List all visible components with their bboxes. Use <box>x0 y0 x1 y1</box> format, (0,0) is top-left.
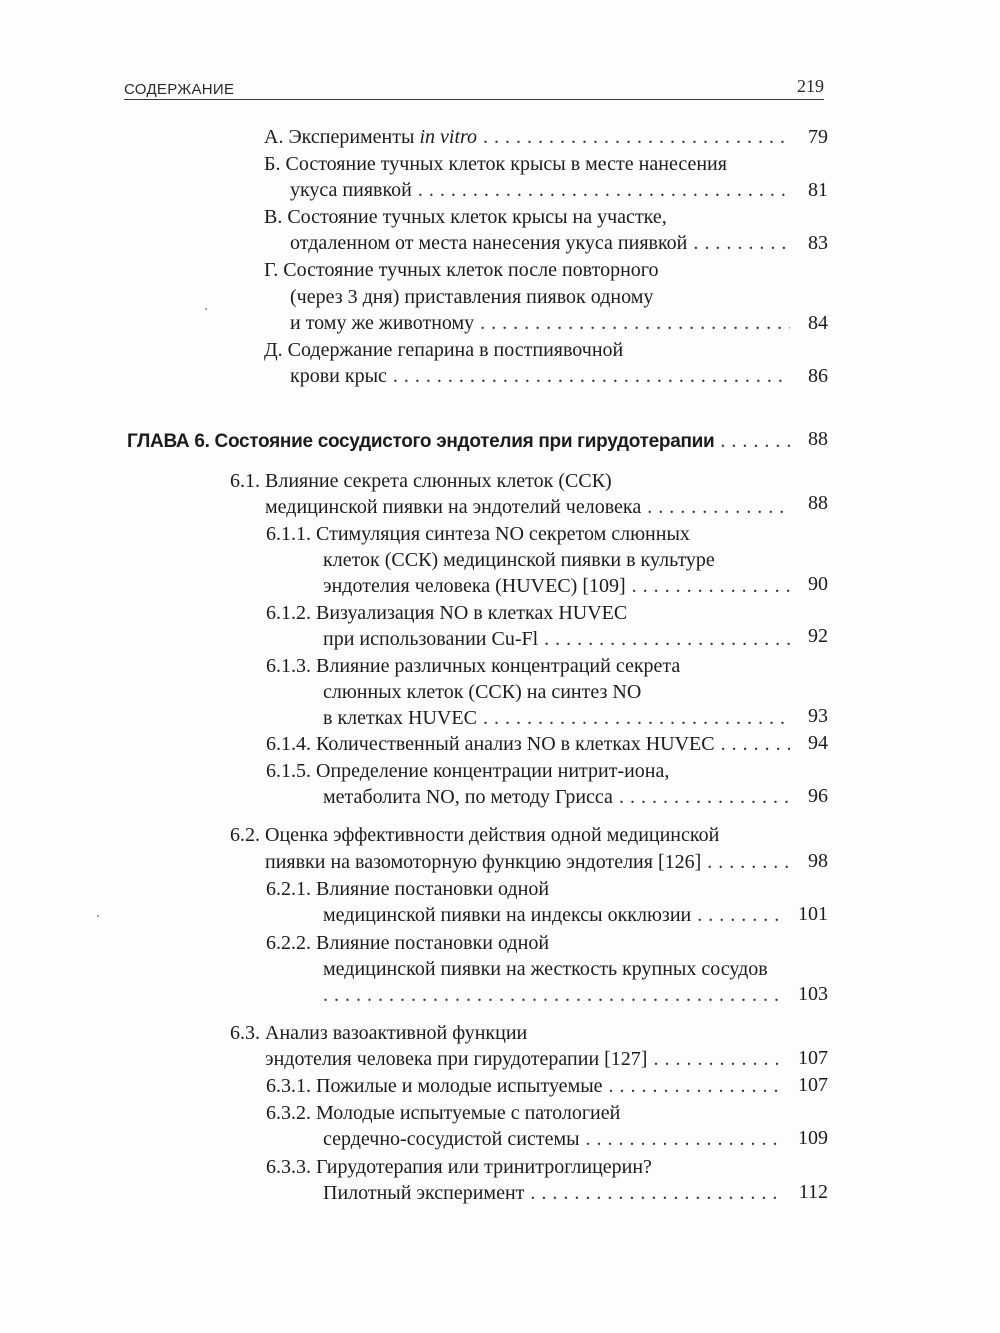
page-number: 219 <box>797 76 824 96</box>
toc-section-6-2-2-line2[interactable]: медицинской пиявки на жесткость крупных сосудов <box>323 958 768 980</box>
toc-section-6-2-1-line1[interactable]: 6.2.1. Влияние постановки одной <box>266 878 550 900</box>
leader-dots <box>544 626 790 652</box>
leader-dots <box>619 784 790 810</box>
toc-entry-v-line2[interactable]: отдаленном от места нанесения укуса пиявкой . . . <box>290 230 794 256</box>
toc-section-6-3-line1[interactable]: 6.3. Анализ вазоактивной функции <box>230 1022 528 1044</box>
toc-entry-a-text: А. Эксперименты <box>264 126 420 148</box>
toc-section-6-2-1-line2[interactable]: медицинской пиявки на индексы окклюзии . . . <box>323 902 788 928</box>
leader-dots <box>323 982 784 1008</box>
leader-dots <box>480 310 790 336</box>
toc-section-6-2-page: 98 <box>808 850 828 872</box>
toc-section-6-1-1-page: 90 <box>808 573 828 595</box>
toc-entry-g-line3[interactable]: и тому же животному . . . <box>290 310 794 336</box>
toc-section-6-1-2-page: 92 <box>808 625 828 647</box>
toc-entry-g-page: 84 <box>808 312 828 334</box>
toc-section-6-1-2-line2[interactable]: при использовании Cu-Fl . . . <box>323 626 794 652</box>
toc-entry-g-line2[interactable]: (через 3 дня) приставления пиявок одному <box>290 286 654 308</box>
toc-section-6-3-1[interactable]: 6.3.1. Пожилые и молодые испытуемые . . . <box>266 1073 788 1099</box>
toc-chapter-6[interactable]: ГЛАВА 6. Состояние сосудистого эндотелия при гирудотерапии . . . <box>127 428 794 454</box>
toc-entry-d-page: 86 <box>808 365 828 387</box>
leader-dots <box>609 1073 784 1099</box>
leader-dots <box>721 731 790 757</box>
toc-section-6-1-line2[interactable]: медицинской пиявки на эндотелий человека . . . <box>265 494 794 520</box>
toc-section-6-3-3-page: 112 <box>798 1181 828 1203</box>
toc-section-6-2-2-line3[interactable] <box>323 982 788 1008</box>
toc-entry-a-italic: in vitro <box>419 126 478 148</box>
leader-dots <box>530 1180 784 1206</box>
toc-section-6-2-2-line1[interactable]: 6.2.2. Влияние постановки одной <box>266 932 550 954</box>
toc-section-6-3-3-line2[interactable]: Пилотный эксперимент . . . <box>323 1180 788 1206</box>
toc-section-6-1-line1[interactable]: 6.1. Влияние секрета слюнных клеток (ССК) <box>230 470 612 492</box>
toc-section-6-1-4-page: 94 <box>808 732 828 754</box>
leader-dots <box>586 1126 784 1152</box>
toc-section-6-1-1-line2[interactable]: клеток (ССК) медицинской пиявки в культуре <box>323 549 715 571</box>
toc-section-6-3-2-page: 109 <box>798 1127 828 1149</box>
leader-dots <box>720 428 790 454</box>
leader-dots <box>653 1046 784 1072</box>
toc-section-6-3-line2[interactable]: эндотелия человека при гирудотерапии [127] . . . <box>265 1046 788 1072</box>
toc-section-6-2-line2[interactable]: пиявки на вазомоторную функцию эндотелия [126] . . . <box>265 849 794 875</box>
leader-dots <box>647 494 790 520</box>
toc-section-6-3-3-line1[interactable]: 6.3.3. Гирудотерапия или тринитроглицерин? <box>266 1156 652 1178</box>
toc-section-6-1-5-page: 96 <box>808 785 828 807</box>
toc-section-6-1-1-line3[interactable]: эндотелия человека (HUVEC) [109] . . . <box>323 573 794 599</box>
toc-entry-v-page: 83 <box>808 232 828 254</box>
leader-dots <box>707 849 790 875</box>
toc-chapter-6-page: 88 <box>808 428 828 450</box>
toc-entry-d-line1[interactable]: Д. Содержание гепарина в постпиявочной <box>264 339 624 361</box>
leader-dots <box>693 230 790 256</box>
leader-dots <box>483 705 790 731</box>
running-header <box>124 75 824 100</box>
toc-section-6-2-2-page: 103 <box>798 983 828 1005</box>
leader-dots <box>418 177 790 203</box>
toc-section-6-3-page: 107 <box>798 1047 828 1069</box>
toc-entry-v-line1[interactable]: В. Состояние тучных клеток крысы на участке, <box>264 206 667 228</box>
toc-section-6-1-2-line1[interactable]: 6.1.2. Визуализация NO в клетках HUVEC <box>266 602 628 624</box>
toc-entry-d-line2[interactable]: крови крыс . . . <box>290 363 794 389</box>
toc-section-6-1-3-line1[interactable]: 6.1.3. Влияние различных концентраций секрета <box>266 655 681 677</box>
toc-entry-a-page: 79 <box>808 126 828 148</box>
running-header-title: СОДЕРЖАНИЕ <box>124 81 235 98</box>
toc-entry-a[interactable] <box>264 124 794 150</box>
toc-section-6-1-1-line1[interactable]: 6.1.1. Стимуляция синтеза NO секретом слюнных <box>266 523 690 545</box>
toc-section-6-3-2-line1[interactable]: 6.3.2. Молодые испытуемые с патологией <box>266 1102 621 1124</box>
toc-section-6-3-2-line2[interactable]: сердечно-сосудистой системы . . . <box>323 1126 788 1152</box>
toc-section-6-1-4[interactable]: 6.1.4. Количественный анализ NO в клетках HUVEC . . . <box>266 731 794 757</box>
toc-section-6-1-5-line1[interactable]: 6.1.5. Определение концентрации нитрит-иона, <box>266 760 670 782</box>
leader-dots <box>393 363 790 389</box>
toc-section-6-1-5-line2[interactable]: метаболита NO, по методу Грисса . . . <box>323 784 794 810</box>
toc-section-6-1-3-page: 93 <box>808 705 828 727</box>
toc-entry-b-line2[interactable]: укуса пиявкой . . . <box>290 177 794 203</box>
toc-entry-g-line1[interactable]: Г. Состояние тучных клеток после повторного <box>264 259 659 281</box>
toc-entry-b-line1[interactable]: Б. Состояние тучных клеток крысы в месте нанесения <box>264 153 727 175</box>
leader-dots <box>697 902 784 928</box>
leader-dots <box>483 124 790 150</box>
leader-dots <box>632 573 790 599</box>
toc-entry-b-page: 81 <box>808 179 828 201</box>
print-speck <box>205 308 207 310</box>
toc-section-6-1-3-line3[interactable]: в клетках HUVEC . . . <box>323 705 794 731</box>
toc-section-6-3-1-page: 107 <box>798 1074 828 1096</box>
toc-section-6-2-line1[interactable]: 6.2. Оценка эффективности действия одной медицинской <box>230 824 720 846</box>
toc-section-6-1-page: 88 <box>808 492 828 514</box>
toc-section-6-2-1-page: 101 <box>798 903 828 925</box>
print-speck <box>97 915 99 917</box>
toc-section-6-1-3-line2[interactable]: слюнных клеток (ССК) на синтез NO <box>323 681 642 703</box>
